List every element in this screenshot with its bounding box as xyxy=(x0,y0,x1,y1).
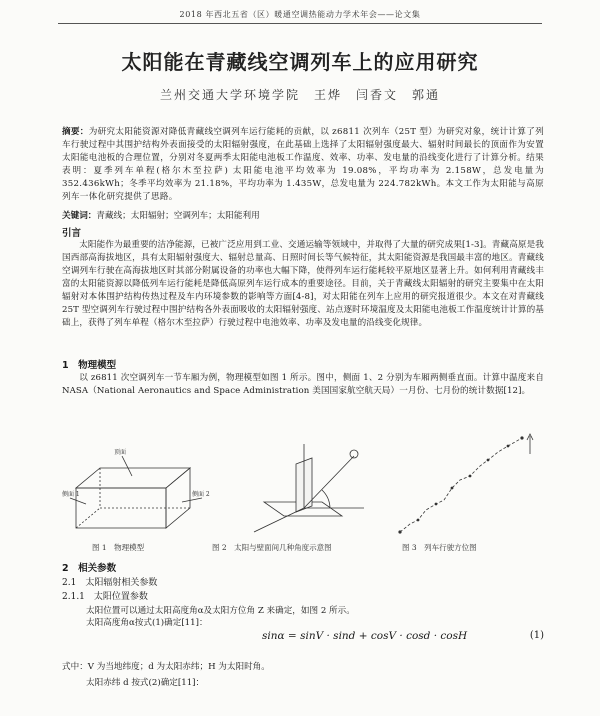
abstract-label: 摘要： xyxy=(62,127,89,137)
route-station-marker xyxy=(469,475,472,478)
figure-2-sun-angles xyxy=(234,436,374,542)
model-paragraph: 以 z6811 次空调列车一节车厢为例，物理模型如图 1 所示。图中，侧面 1、2 分别为车厢两侧垂直面。计算中温度来自 NASA（National Aeronautics and Space Administration 美国国家航空航天局）一月份、七月份的统计数据[12]。 xyxy=(62,373,544,396)
running-header: 2018 年西北五省（区）暖通空调热能动力学术年会——论文集 xyxy=(179,10,421,19)
subsection-2-1: 2.1 太阳辐射相关参数 xyxy=(62,578,158,588)
leader-line xyxy=(182,498,202,502)
route-station-marker xyxy=(417,519,420,522)
route-station-marker xyxy=(435,503,438,506)
abstract-text: 为研究太阳能资源对降低青藏线空调列车运行能耗的贡献，以 z6811 次列车（25T 型）为研究对象，统计计算了列车行驶过程中其围护结构外表面接受的太阳辐射强度，在此基础上选择了太阳辐射强度最大、辐射时间最长的顶面作为安置太阳能电池板的合理位置，分别对冬夏两季太阳能电池板工作温度、效率、功率、发电量的沿线变化进行了计算分析。结果表明：夏季列车单程(格尔木至拉萨) 太阳能电池平均效率为 19.08%，平均功率为 2.158W，总发电量为 352.436kWh；冬季平均效率为 21.18%，平均功率为 1.435W，总发电量为 224.782kWh。本文工作为太阳能与高原列车一体化研究提供了思路。 xyxy=(62,127,544,202)
intro-paragraph: 太阳能作为最重要的洁净能源，已被广泛应用到工业、交通运输等领域中，并取得了大量的研究成果[1-3]。青藏高原是我国西部高海拔地区，具有太阳辐射强度大、辐射总量高、日照时间长等气候特征，其太阳能资源是我国最丰富的地区。青藏线空调列车行驶在高海拔地区时其部分附属设备的功率也大幅下降，使得列车运行能耗较平原地区显著上升。如何利用青藏线丰富的太阳能资源以降低列车运行能耗是降低高原列车运行成本的重要途径。目前，关于青藏线太阳辐射的研究主要集中在太阳辐射对本体围护结构传热过程及车内环境参数的影响等方面[4-8]，对太阳能在列车上应用的研究报道很少。本文在对青藏线 25T 型空调列车行驶过程中围护结构各外表面吸收的太阳辐射强度、站点逐时环境温度及太阳能电池板工作温度统计计算的基础上，获得了列车单程（格尔木至拉萨）行驶过程中电池效率、功率及发电量的沿线变化规律。 xyxy=(62,240,544,328)
figure-3-route-map xyxy=(392,430,544,542)
route-station-marker xyxy=(451,487,454,490)
fig1-label-roof: 顶面 xyxy=(114,449,127,456)
equation-1 xyxy=(62,630,544,646)
fig1-label-side1: 侧面 1 xyxy=(62,491,80,498)
subsection-2-1-1: 2.1.1 太阳位置参数 xyxy=(62,592,148,602)
figure-3-caption: 图 3 列车行驶方位图 xyxy=(402,543,477,552)
car-end-face xyxy=(166,468,190,528)
leader-line xyxy=(70,498,86,504)
south-axis xyxy=(254,508,304,532)
keywords xyxy=(62,210,544,223)
figure-2-caption: 图 2 太阳与壁面间几种角度示意图 xyxy=(212,543,332,552)
route-station-marker xyxy=(487,459,490,462)
figure-row xyxy=(62,430,544,554)
route-station-marker xyxy=(398,530,401,533)
equation-1-number: (1) xyxy=(529,630,544,641)
section-2-heading: 2 相关参数 xyxy=(62,563,117,574)
abstract xyxy=(62,126,544,204)
car-roof xyxy=(76,468,190,488)
hidden-edge xyxy=(76,508,100,528)
keywords-label: 关键词： xyxy=(62,211,97,221)
equation-symbols-text: 式中：V 为当地纬度；d 为太阳赤纬；H 为太阳时角。 xyxy=(62,662,270,672)
altitude-angle-text: 太阳高度角α按式(1)确定[11]： xyxy=(86,618,208,628)
paper-title: 太阳能在青藏线空调列车上的应用研究 xyxy=(121,50,479,74)
route-station-marker xyxy=(507,445,510,448)
sun-position-text: 太阳位置可以通过太阳高度角α及太阳方位角 Z 来确定，如图 2 所示。 xyxy=(86,606,355,616)
paper-authors: 兰州交通大学环境学院 王烨 闫香文 郭通 xyxy=(159,88,440,102)
equation-1-formula: sinα = sinV · sind + cosV · cosd · cosH xyxy=(262,630,468,642)
figure-1-caption: 图 1 物理模型 xyxy=(92,543,145,552)
intro-heading: 引言 xyxy=(62,228,82,239)
route-station-marker xyxy=(520,436,523,439)
sun-icon xyxy=(350,450,358,458)
header-rule xyxy=(58,23,542,24)
declination-text: 太阳赤纬 d 按式(2)确定[11]： xyxy=(86,678,205,688)
leader-line xyxy=(122,456,132,476)
model-heading: 1 物理模型 xyxy=(62,360,117,371)
altitude-arc xyxy=(322,490,330,508)
figure-1-physical-model xyxy=(62,444,212,540)
keywords-text: 青藏线；太阳辐射；空调列车；太阳能利用 xyxy=(96,211,260,221)
fig1-label-side2: 侧面 2 xyxy=(192,491,210,498)
train-route xyxy=(400,438,522,532)
